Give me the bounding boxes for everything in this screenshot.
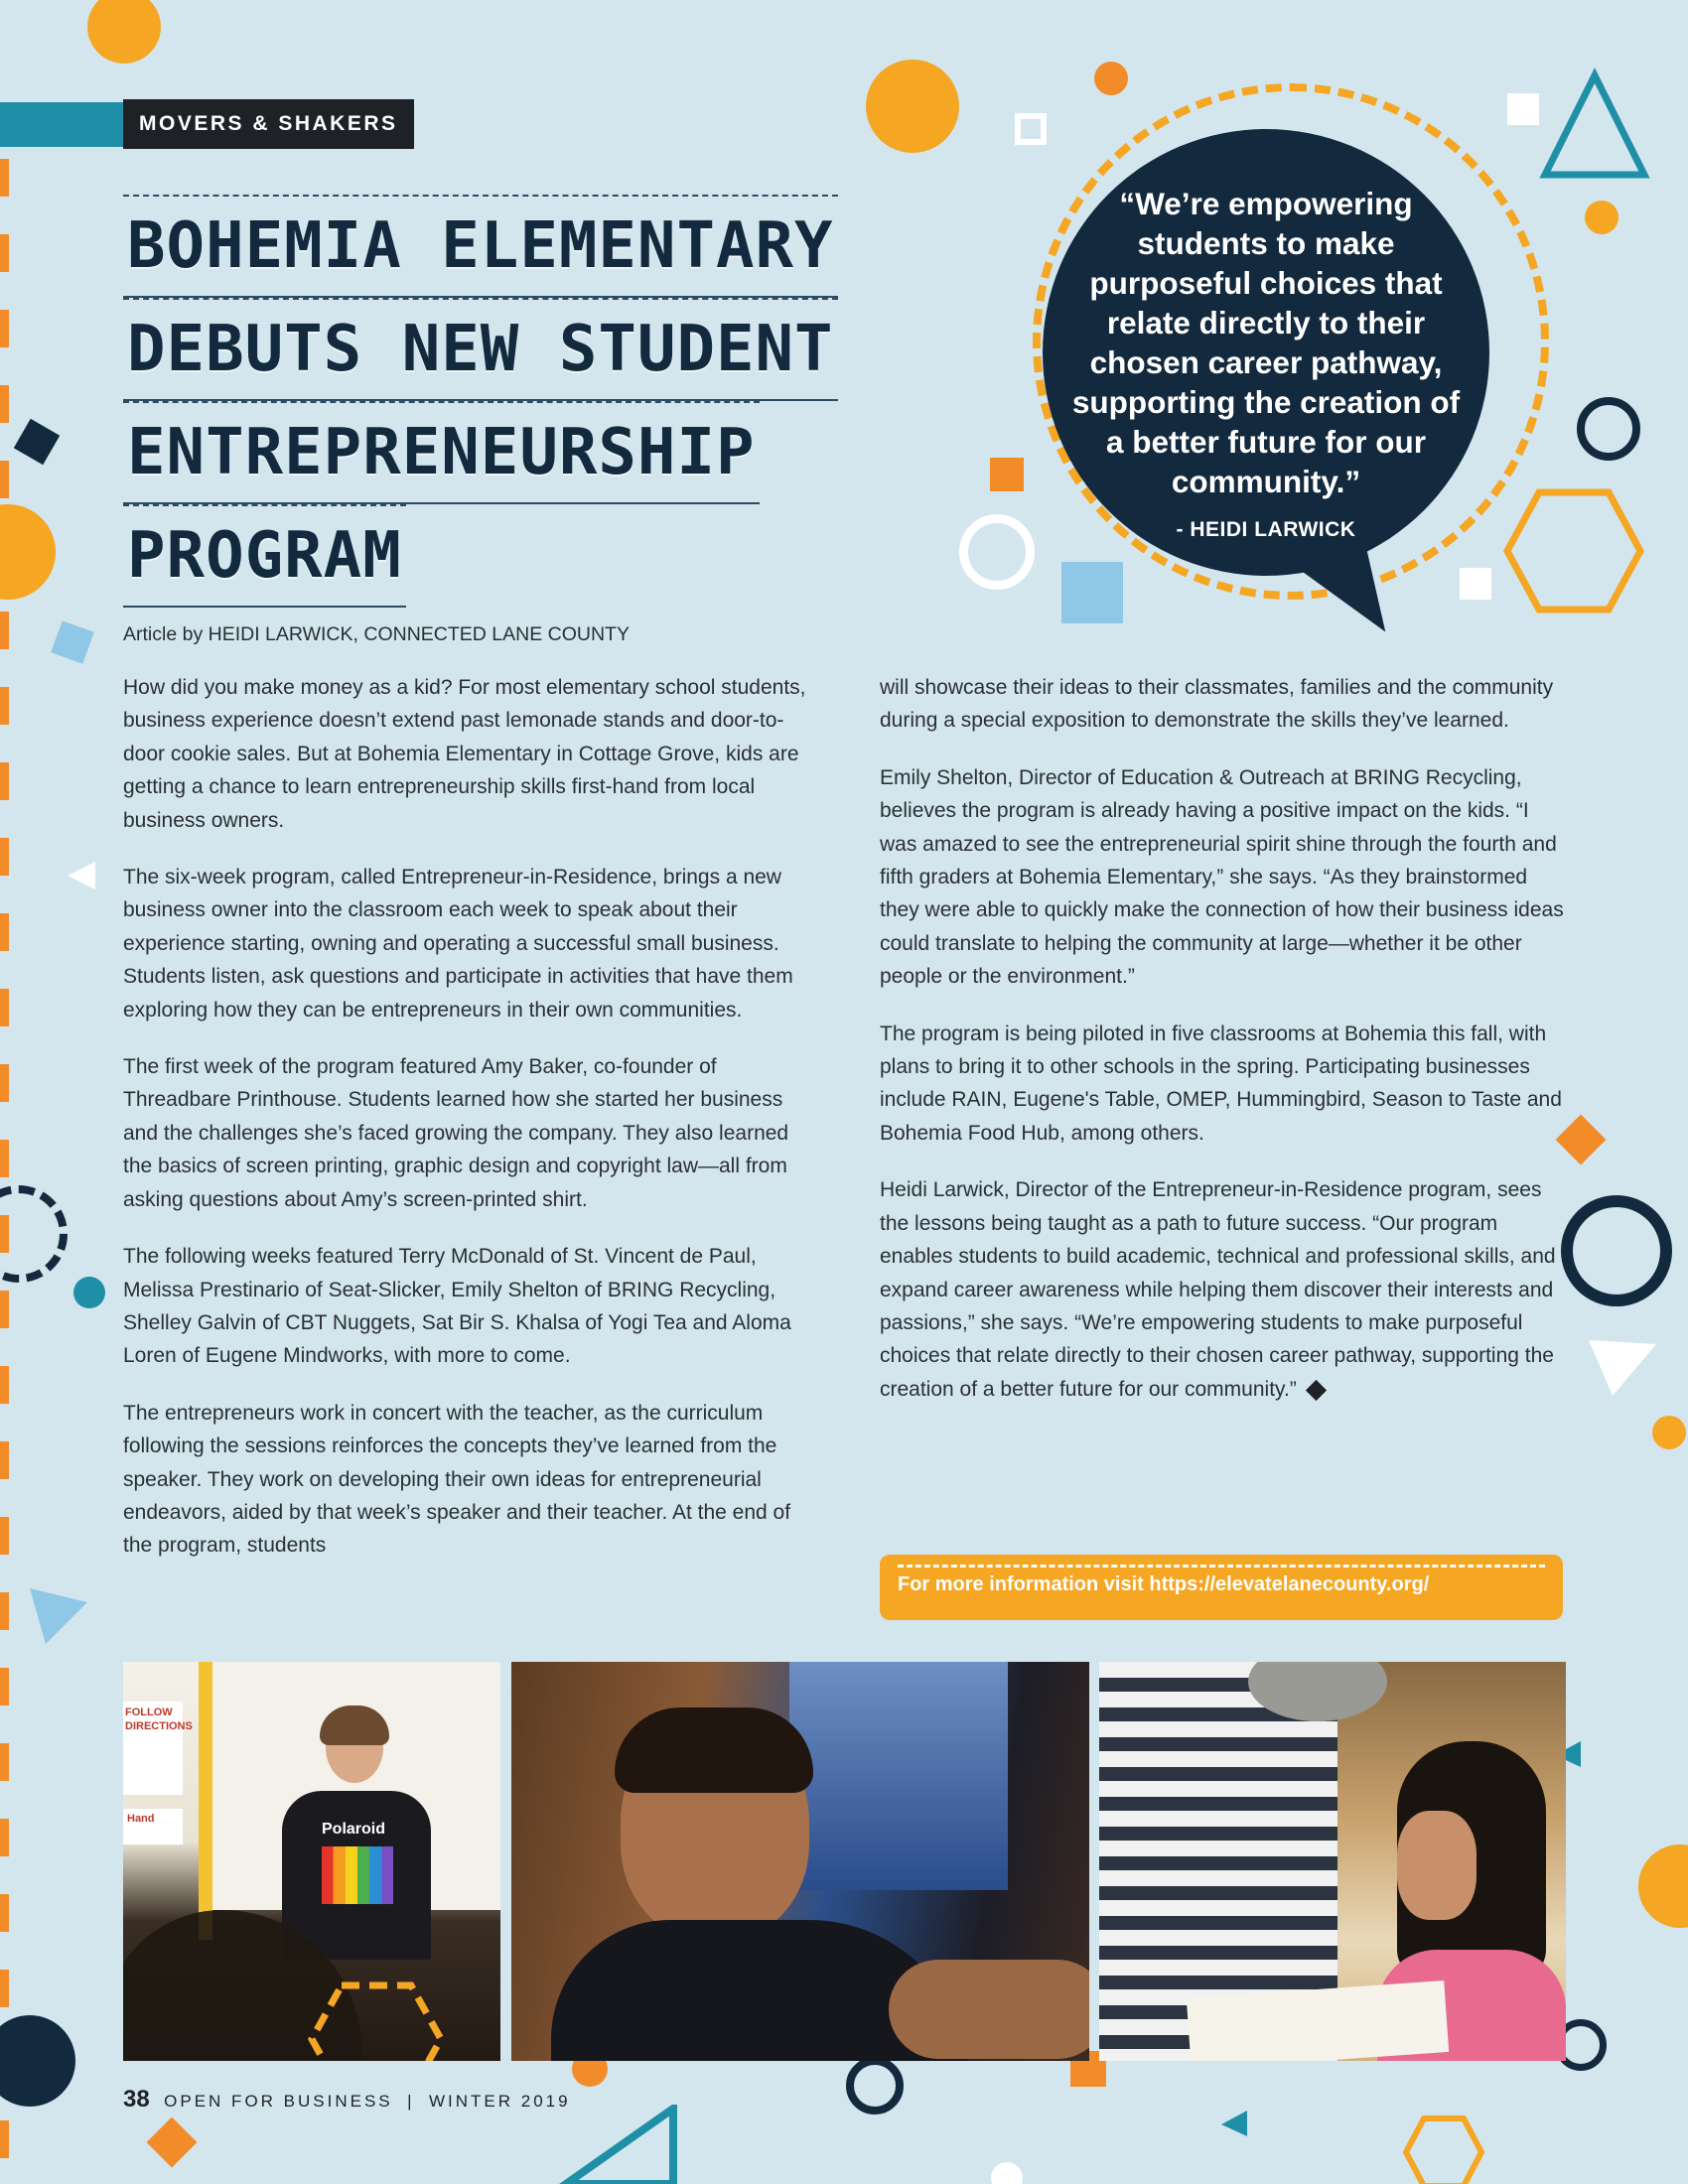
- photo-student-smiling: [511, 1662, 1089, 2061]
- teal-triangle-small-bottom: [1219, 2109, 1249, 2138]
- photo-teacher-and-student: [1099, 1662, 1566, 2061]
- paragraph-last: [880, 1173, 1565, 1406]
- navy-ring-bottom: [846, 2057, 904, 2115]
- light-blue-triangle-left: [26, 1582, 91, 1648]
- classroom-sign: [123, 1702, 193, 1795]
- navy-dashed-ring-left: [0, 1185, 68, 1283]
- orange-half-circle-left: [0, 504, 56, 600]
- white-ring: [959, 514, 1035, 590]
- orange-circle-bottom-right: [1638, 1844, 1688, 1928]
- teal-triangle-bottom: [556, 2105, 677, 2184]
- page-number: 38: [123, 2086, 150, 2113]
- photo-speaker-classroom: [123, 1662, 500, 2061]
- paragraph: will showcase their ideas to their classmates, families and the community during a special exposition to demonstrate the skills they’ve learned.: [880, 676, 1554, 733]
- orange-hexagon-bottom: [1402, 2115, 1485, 2184]
- navy-diamond-left: [14, 419, 60, 465]
- teal-dot-left: [73, 1277, 105, 1308]
- paragraph: The following weeks featured Terry McDonald of St. Vincent de Paul, Melissa Prestinario of Seat-Slicker, Emily Shelton of BRING Recycling, Shelley Galvin of CBT Nuggets, Sat Bir S. Khalsa of Yogi Tea and Aloma Loren of Eugene Mindworks, with more to come.: [123, 1245, 791, 1368]
- sign-line-1: FOLLOW: [125, 1706, 173, 1718]
- white-square: [1507, 93, 1539, 125]
- orange-square: [990, 458, 1024, 491]
- student-hair: [615, 1707, 813, 1793]
- paragraph-last-text: Heidi Larwick, Director of the Entrepreneur-in-Residence program, sees the lessons being taught as a path to future success. “Our program enables students to build academic, technical and professional skills, and expand career awareness while helping them discover their interests and passions,” she says. “We’re empowering students to make purposeful choices that relate directly to their chosen career pathway, supporting the creation of a better future for our community.”: [880, 1178, 1556, 1401]
- page-footer: [123, 2086, 571, 2114]
- left-dashed-rule: [0, 159, 9, 2184]
- orange-circle-top-left: [87, 0, 161, 64]
- yellow-board-frame: [199, 1662, 212, 1940]
- headline-line-1: BOHEMIA ELEMENTARY: [123, 195, 838, 298]
- white-square-outline: [1015, 113, 1047, 145]
- issue-name: WINTER 2019: [428, 2092, 571, 2111]
- orange-dashed-hexagon: [302, 1979, 451, 2061]
- paragraph: The first week of the program featured Amy Baker, co-founder of Threadbare Printhouse. Students learned how she started her business and the challenges she’s faced growing the company. They also learned the basics of screen printing, graphic design and copyright law—all from asking questions about Amy’s screen-printed shirt.: [123, 1055, 789, 1211]
- shirt-rainbow: [322, 1846, 393, 1904]
- info-box: [880, 1555, 1563, 1620]
- white-square-right: [1460, 568, 1491, 600]
- orange-diamond-bottom-left: [147, 2117, 198, 2168]
- byline: Article by HEIDI LARWICK, CONNECTED LANE COUNTY: [123, 623, 630, 645]
- paragraph: The six-week program, called Entrepreneur-in-Residence, brings a new business owner into the classroom each week to speak about their experience starting, owning and operating a successful small business. Students listen, ask questions and participate in activities that have them exploring how they can be entrepreneurs in their own communities.: [123, 866, 793, 1022]
- sign-line-2: DIRECTIONS: [125, 1720, 193, 1732]
- paragraph: How did you make money as a kid? For most elementary school students, business experience doesn’t extend past lemonade stands and door-to-door cookie sales. But at Bohemia Elementary in Cottage Grove, kids are getting a chance to learn entrepreneurship skills first-hand from local business owners.: [123, 676, 806, 832]
- footer-separator: |: [407, 2092, 415, 2111]
- info-box-link[interactable]: For more information visit https://elevatelanecounty.org/: [898, 1573, 1430, 1595]
- paragraph: The entrepreneurs work in concert with the teacher, as the curriculum following the sessions reinforces the concepts they’ve learned from the speaker. They work on developing their own ideas for entrepreneurial endeavors, aided by that week’s speaker and their teacher. At the end of the program, students: [123, 1401, 791, 1558]
- white-triangle-left: [64, 858, 99, 893]
- headline-line-2: DEBUTS NEW STUDENT: [123, 298, 838, 401]
- classroom-sign-2: [123, 1809, 183, 1844]
- orange-dot-far-right: [1652, 1416, 1686, 1449]
- navy-ring-large-right: [1561, 1195, 1672, 1306]
- orange-hexagon-outline: [1501, 486, 1646, 615]
- white-triangle-right: [1583, 1334, 1662, 1400]
- article-column-right: [880, 671, 1565, 1430]
- section-tag-bar: [0, 102, 123, 147]
- navy-ring-right: [1577, 397, 1640, 461]
- light-blue-diamond-left: [51, 620, 94, 664]
- pull-quote-text: “We’re empowering students to make purposeful choices that relate directly to their chosen career pathway, supporting the creation of a better future for our community.”: [1071, 186, 1461, 499]
- pull-quote-attribution: - HEIDI LARWICK: [1176, 518, 1356, 541]
- section-tag: MOVERS & SHAKERS: [123, 99, 414, 149]
- student-arm: [889, 1960, 1089, 2059]
- student-girl-face: [1397, 1811, 1477, 1920]
- info-box-dashed-line: [898, 1565, 1545, 1568]
- light-blue-square: [1061, 562, 1123, 623]
- window-light: [789, 1662, 1008, 1890]
- publication-name: OPEN FOR BUSINESS: [164, 2092, 393, 2111]
- headline: [123, 195, 898, 608]
- headline-line-3: ENTREPRENEURSHIP: [123, 401, 760, 504]
- paragraph: Emily Shelton, Director of Education & Outreach at BRING Recycling, believes the program is already having a positive impact on the kids. “I was amazed to see the entrepreneurial spirit shine through the fourth and fifth graders at Bohemia Elementary,” she says. “As they brainstormed they were able to quickly make the connection of how their business ideas could translate to helping the community at large—whether it be other people or the environment.”: [880, 765, 1564, 989]
- orange-circle-large: [866, 60, 959, 153]
- article-column-left: [123, 671, 808, 1586]
- shirt-logo-text: Polaroid: [322, 1821, 386, 1838]
- orange-dot-small: [1094, 62, 1128, 95]
- white-dot-bottom: [991, 2162, 1023, 2184]
- navy-circle-bottom-left: [0, 2015, 75, 2107]
- orange-dot-right: [1585, 201, 1618, 234]
- paragraph: The program is being piloted in five classrooms at Bohemia this fall, with plans to bring it to other schools in the spring. Participating businesses include RAIN, Eugene's Table, OMEP, Hummingbird, Season to Taste and Bohemia Food Hub, among others.: [880, 1022, 1562, 1145]
- sign-line-3: Hand: [127, 1813, 155, 1825]
- headline-line-4: PROGRAM: [123, 504, 406, 608]
- end-mark-icon: [1306, 1380, 1327, 1401]
- teal-triangle-outline: [1537, 68, 1652, 183]
